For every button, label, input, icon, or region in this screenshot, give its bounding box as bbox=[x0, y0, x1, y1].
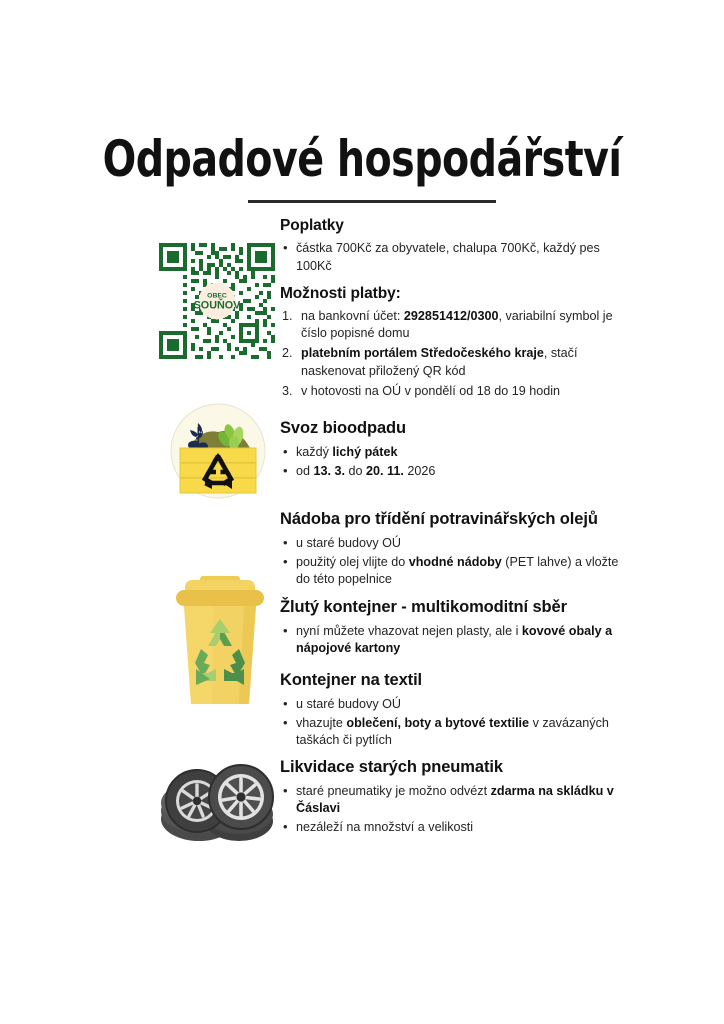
payment-options-list bbox=[280, 308, 628, 401]
qr-center-label-line2: SOUŇOV bbox=[193, 299, 241, 312]
title-underline bbox=[248, 200, 496, 203]
bullet-bold2: 20. 11. bbox=[366, 464, 404, 478]
bullet-bold: vhodné nádoby bbox=[408, 555, 502, 569]
section-subheading-platby: Možnosti platby: bbox=[280, 285, 401, 303]
section-oleje bbox=[280, 509, 628, 591]
bullet-post: (PET lahve) a vložte do této popelnice bbox=[296, 555, 619, 587]
pneumatiky-bullets bbox=[280, 783, 628, 837]
bullet-pre: u staré budovy OÚ bbox=[296, 696, 401, 711]
bullet-bold: lichý pátek bbox=[332, 444, 398, 459]
bullet-pre: od bbox=[296, 464, 314, 478]
list-item bbox=[280, 308, 628, 343]
section-pneumatiky bbox=[280, 757, 628, 839]
section-heading-textil: Kontejner na textil bbox=[280, 671, 423, 689]
bullet-post: 2026 bbox=[403, 464, 436, 478]
list-item bbox=[280, 463, 628, 480]
page-title: Odpadové hospodářství bbox=[102, 130, 622, 188]
list-item bbox=[280, 715, 628, 750]
bullet-bold: 13. 3. bbox=[313, 464, 346, 478]
list-item bbox=[280, 240, 628, 275]
bullet-pre: každý bbox=[296, 444, 333, 459]
page-title-wrap bbox=[0, 130, 724, 188]
zluty-kontejner-bullets bbox=[280, 623, 628, 658]
bullet-pre: staré pneumatiky je možno odvézt bbox=[296, 783, 491, 798]
item-post: , stačí naskenovat přiložený QR kód bbox=[301, 346, 578, 378]
bullet-bold: kovové obaly a nápojové kartony bbox=[296, 623, 613, 655]
bullet-pre: nyní můžete vhazovat nejen plasty, ale i bbox=[296, 623, 522, 638]
item-post: , variabilní symbol je číslo popisné domu bbox=[301, 308, 613, 340]
bio-waste-icon bbox=[168, 401, 268, 501]
section-heading-pneumatiky: Likvidace starých pneumatik bbox=[280, 758, 503, 776]
list-item bbox=[280, 783, 628, 818]
list-item bbox=[280, 819, 628, 836]
qr-code-image bbox=[157, 243, 277, 359]
section-zluty-kontejner bbox=[280, 597, 628, 659]
bullet-bold: oblečení, boty a bytové textilie bbox=[346, 716, 530, 730]
yellow-bin-icon bbox=[170, 573, 270, 709]
list-item bbox=[280, 554, 628, 589]
item-pre: v hotovosti na OÚ v pondělí od 18 do 19 hodin bbox=[301, 384, 561, 398]
list-item bbox=[280, 383, 628, 400]
section-poplatky bbox=[280, 216, 628, 403]
section-heading-poplatky: Poplatky bbox=[280, 217, 344, 234]
list-item bbox=[280, 696, 628, 713]
bullet-pre: vhazujte bbox=[296, 716, 347, 730]
oleje-bullets bbox=[280, 535, 628, 589]
list-item bbox=[280, 623, 628, 658]
qr-center-label-line1: OBEC bbox=[207, 292, 227, 300]
section-heading-zluty-kontejner: Žlutý kontejner - multikomoditní sběr bbox=[280, 598, 567, 616]
bullet-pre: použitý olej vlijte do bbox=[296, 555, 409, 569]
list-item bbox=[280, 444, 628, 461]
section-textil bbox=[280, 670, 628, 752]
bullet-post: v zavázaných taškách či pytlích bbox=[296, 716, 609, 748]
section-heading-bioodpad: Svoz bioodpadu bbox=[280, 419, 407, 437]
bullet-pre: nezáleží na množství a velikosti bbox=[296, 820, 474, 835]
tires-icon bbox=[157, 761, 279, 843]
bullet-bold: zdarma na skládku v Čáslavi bbox=[296, 783, 614, 815]
item-bold: platebním portálem Středočeského kraje bbox=[301, 346, 544, 361]
bioodpad-bullets bbox=[280, 444, 628, 481]
section-heading-oleje: Nádoba pro třídění potravinářských olejů bbox=[280, 510, 598, 528]
bullet-mid: do bbox=[345, 464, 367, 478]
poplatky-bullets bbox=[280, 240, 628, 275]
item-pre: na bankovní účet: bbox=[301, 308, 404, 323]
textil-bullets bbox=[280, 696, 628, 750]
bullet-pre: u staré budovy OÚ bbox=[296, 535, 401, 550]
list-item bbox=[280, 345, 628, 380]
bullet-text: částka 700Kč za obyvatele, chalupa 700Kč, každý pes 100Kč bbox=[296, 241, 600, 273]
list-item bbox=[280, 535, 628, 552]
item-bold: 292851412/0300 bbox=[403, 308, 499, 323]
section-bioodpad bbox=[280, 418, 628, 482]
